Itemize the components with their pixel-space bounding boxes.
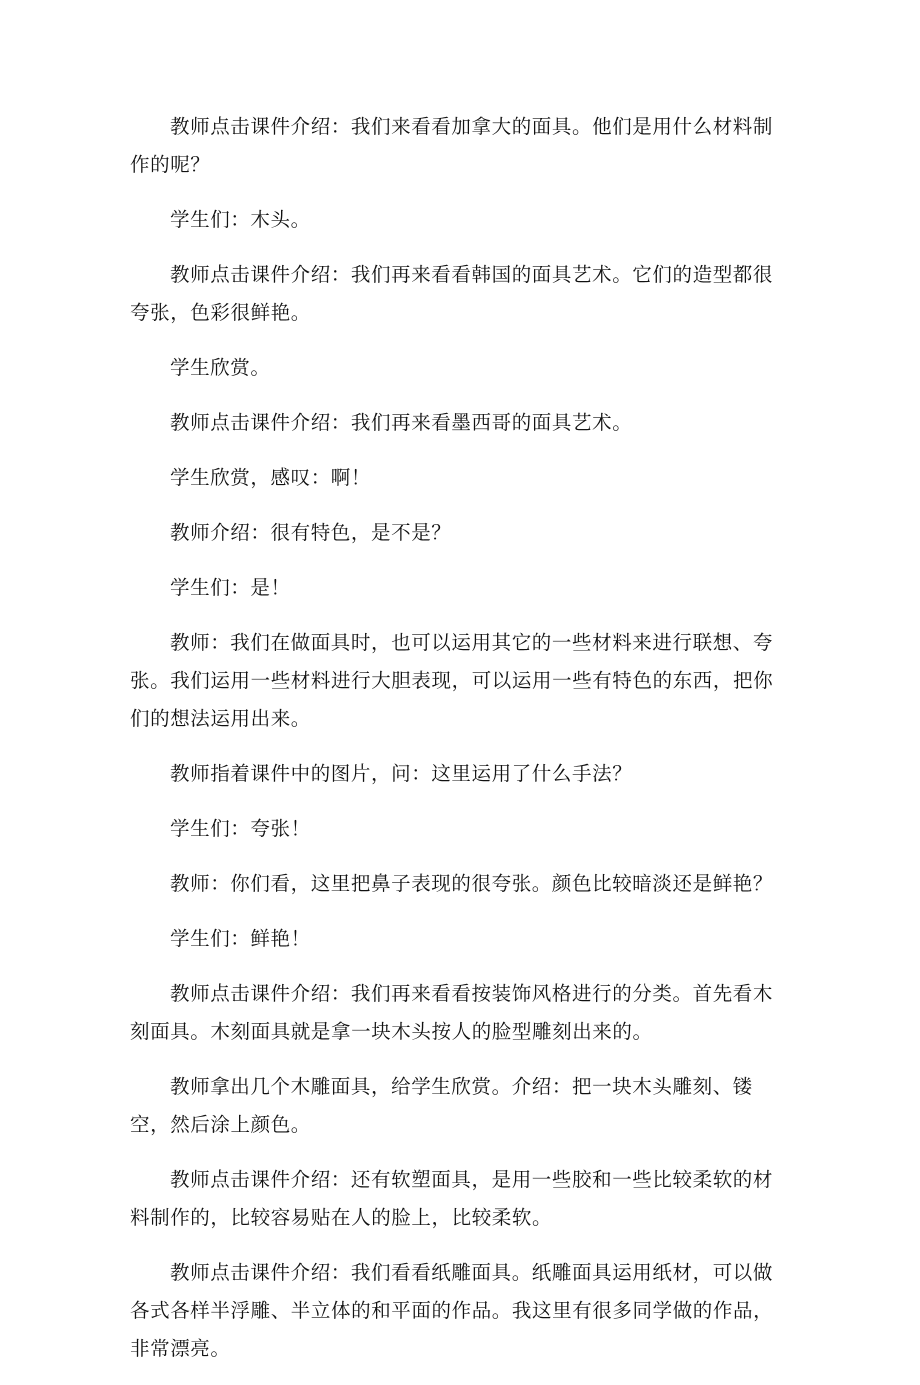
paragraph: 学生欣赏。	[170, 356, 271, 379]
paragraph: 教师拿出几个木雕面具，给学生欣赏。介绍：把一块木头雕刻、镂空，然后涂上颜色。	[130, 1075, 753, 1136]
paragraph: 教师点击课件介绍：我们看看纸雕面具。纸雕面具运用纸材，可以做各式各样半浮雕、半立体的和平面的作品。我这里有很多同学做的作品，非常漂亮。	[130, 1261, 774, 1360]
paragraph: 教师：你们看，这里把鼻子表现的很夸张。颜色比较暗淡还是鲜艳？	[170, 872, 774, 895]
paragraph: 教师指着课件中的图片，问：这里运用了什么手法？	[170, 762, 633, 785]
paragraph: 教师点击课件介绍：我们来看看加拿大的面具。他们是用什么材料制作的呢？	[130, 115, 774, 176]
paragraph: 教师介绍：很有特色，是不是？	[170, 521, 452, 544]
paragraph: 教师点击课件介绍：还有软塑面具，是用一些胶和一些比较柔软的材料制作的，比较容易贴在人的脸上，比较柔软。	[130, 1168, 774, 1229]
paragraph: 学生们：木头。	[170, 208, 311, 231]
paragraph: 教师点击课件介绍：我们再来看看按装饰风格进行的分类。首先看木刻面具。木刻面具就是拿一块木头按人的脸型雕刻出来的。	[130, 982, 774, 1043]
paragraph: 学生们：鲜艳！	[170, 927, 311, 950]
document-body	[130, 108, 778, 1385]
paragraph: 教师点击课件介绍：我们再来看墨西哥的面具艺术。	[170, 411, 633, 434]
paragraph: 学生欣赏，感叹：啊！	[170, 466, 372, 489]
paragraph: 学生们：是！	[170, 576, 291, 599]
paragraph: 教师：我们在做面具时，也可以运用其它的一些材料来进行联想、夸张。我们运用一些材料进行大胆表现，可以运用一些有特色的东西，把你们的想法运用出来。	[130, 631, 774, 730]
paragraph: 学生们：夸张！	[170, 817, 311, 840]
paragraph: 教师点击课件介绍：我们再来看看韩国的面具艺术。它们的造型都很夸张，色彩很鲜艳。	[130, 263, 774, 324]
